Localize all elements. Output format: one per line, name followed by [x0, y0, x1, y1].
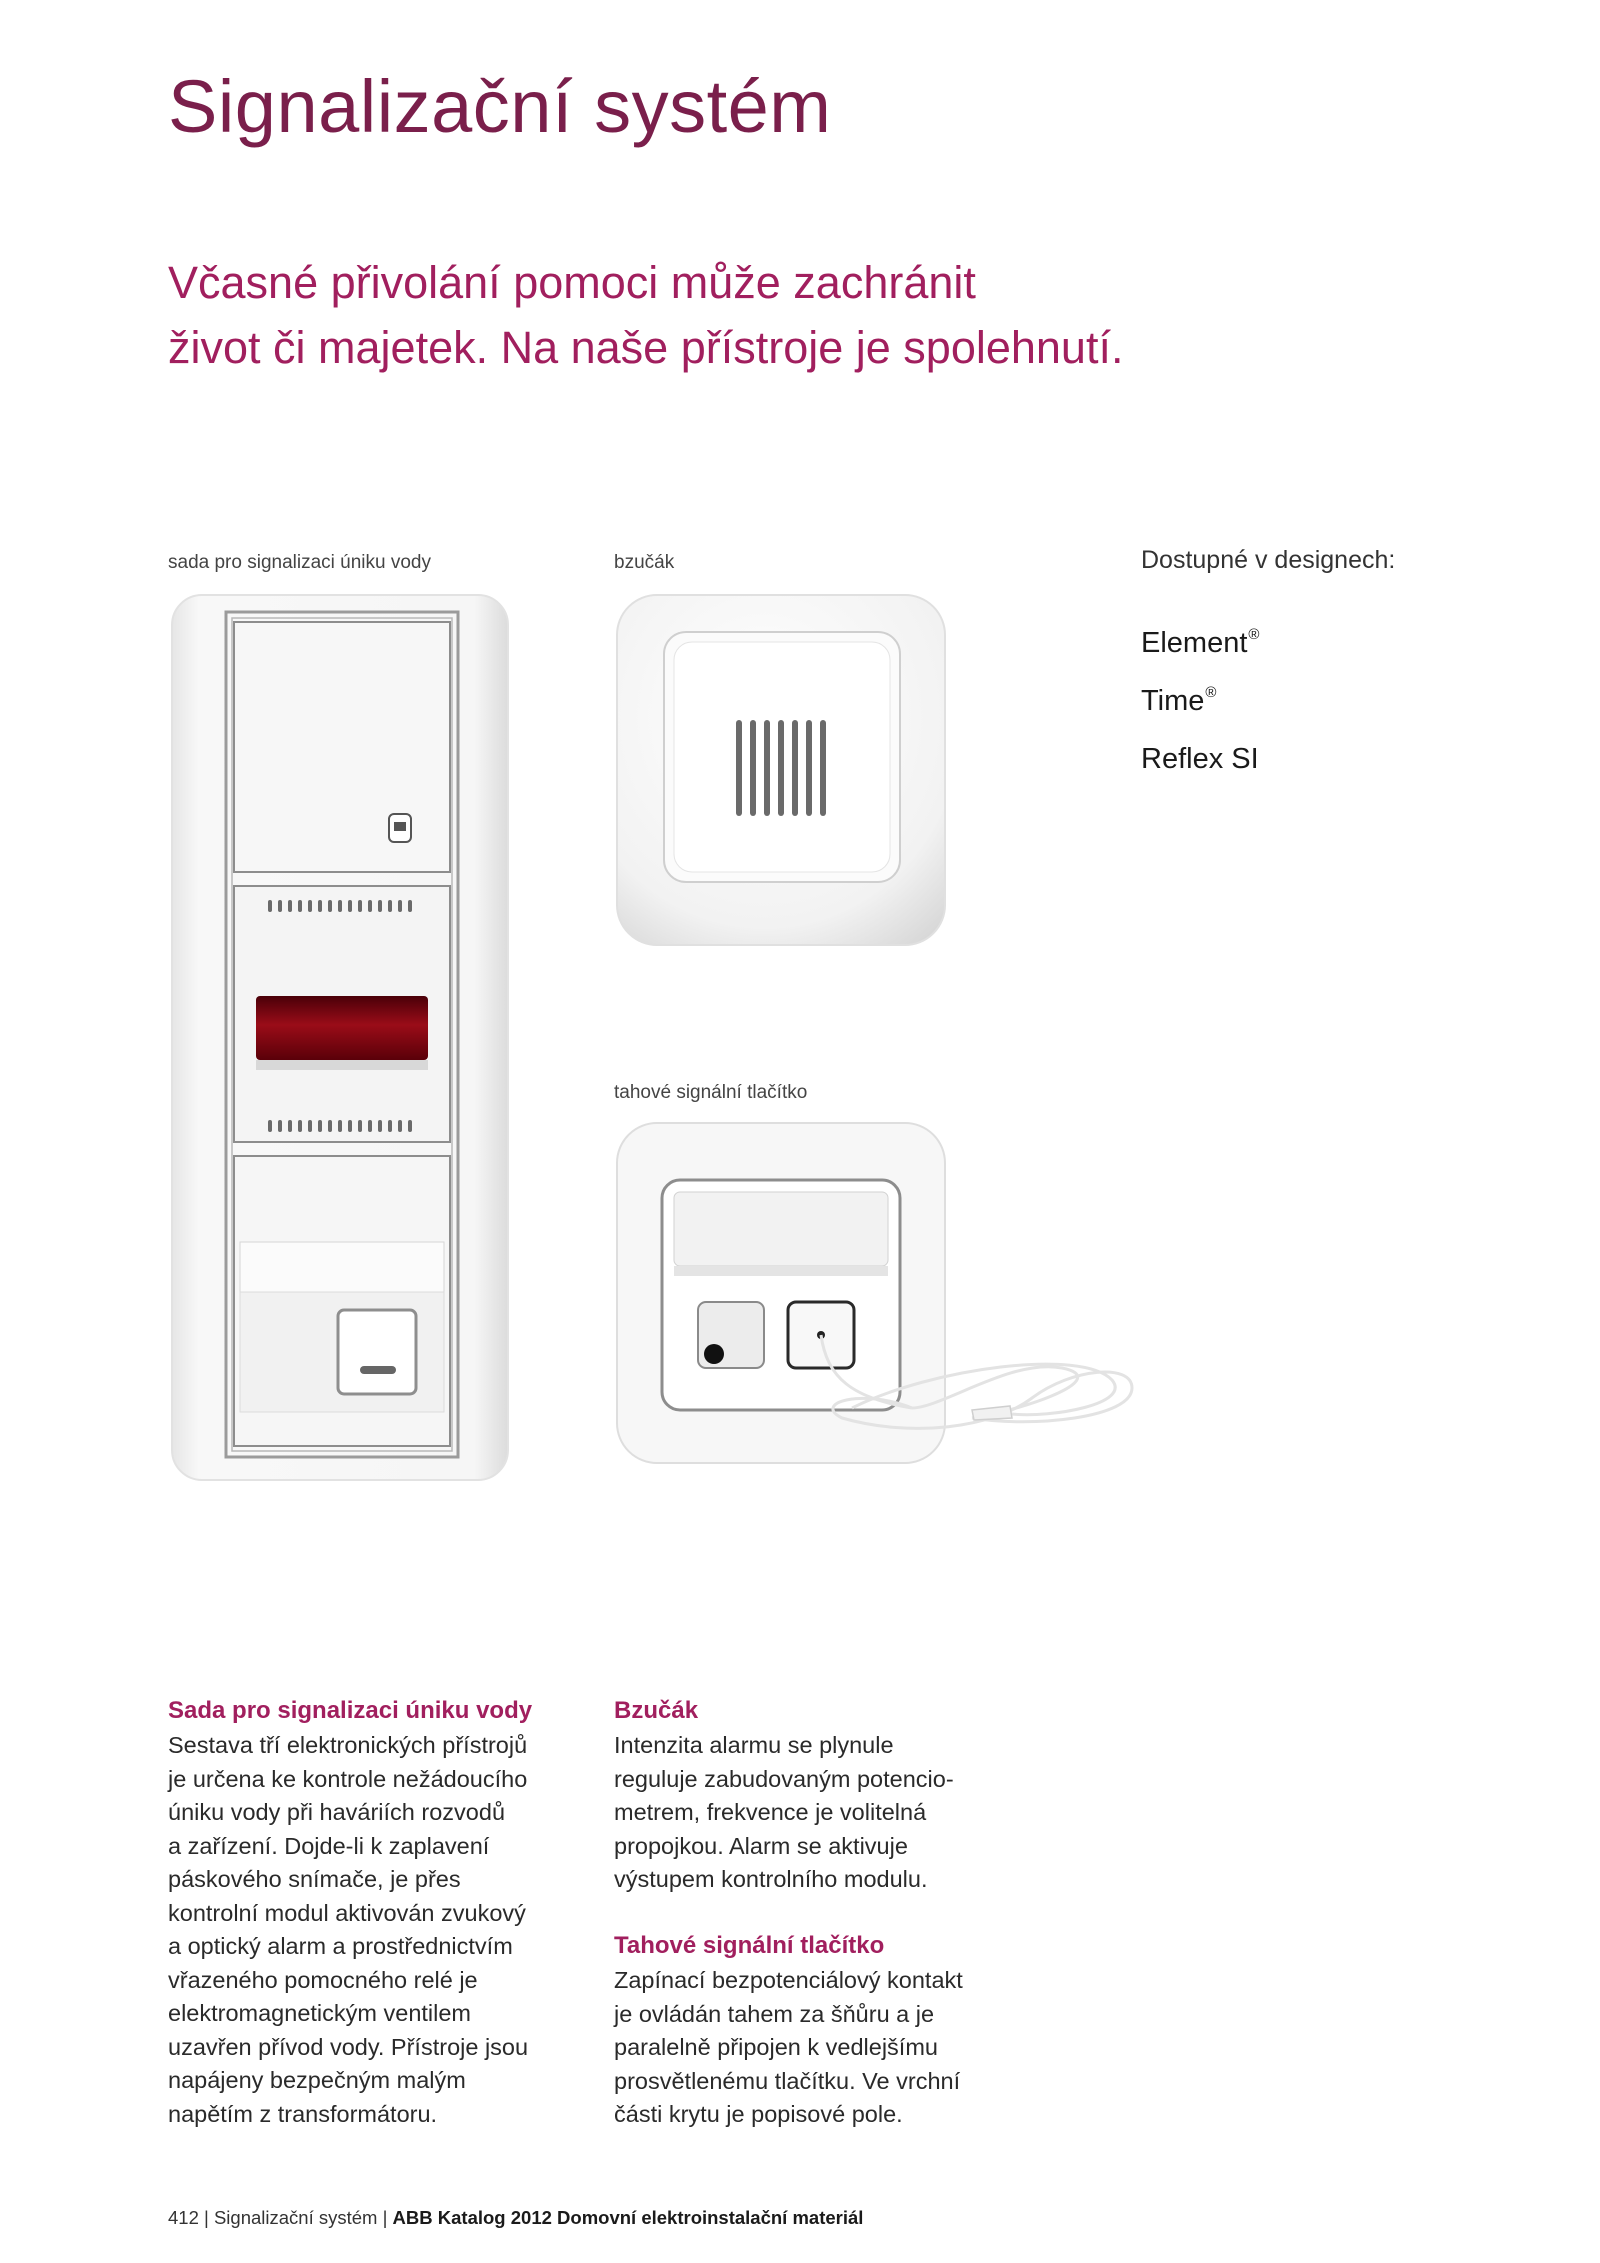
- design-name: Time: [1141, 685, 1205, 717]
- body-line: propojkou. Alarm se aktivuje: [614, 1832, 908, 1859]
- body-line: a optický alarm a prostřednictvím: [168, 1933, 513, 1959]
- slot: [806, 720, 812, 816]
- buzzer-image: [612, 590, 952, 960]
- slot: [736, 720, 742, 816]
- page-number: 412: [168, 2207, 199, 2228]
- slot: [378, 1120, 382, 1132]
- slot: [778, 720, 784, 816]
- body-line: uzavřen přívod vody. Přístroje jsou: [168, 2033, 529, 2060]
- slot: [288, 1120, 292, 1132]
- section-body-water-leak: [168, 1729, 528, 2131]
- slot: [348, 900, 352, 912]
- body-line: výstupem kontrolního modulu.: [614, 1866, 928, 1892]
- footer-separator: |: [204, 2207, 209, 2228]
- vent-slots: [268, 900, 412, 912]
- registered-mark: ®: [1205, 684, 1217, 701]
- body-line: napájeny bezpečným malým: [168, 2067, 466, 2093]
- body-line: Zapínací bezpotenciálový kontakt: [614, 1967, 963, 1993]
- body-line: napětím z transformátoru.: [168, 2100, 438, 2127]
- body-line: Sestava tří elektronických přístrojů: [168, 1732, 528, 1758]
- red-indicator-lens: [256, 996, 428, 1060]
- slot: [368, 900, 372, 912]
- slot: [338, 900, 342, 912]
- caption-water-leak-set: sada pro signalizaci úniku vody: [168, 552, 431, 573]
- caption-pull-button: tahové signální tlačítko: [614, 1082, 808, 1103]
- slot: [408, 1120, 412, 1132]
- slot: [308, 1120, 312, 1132]
- designs-heading: Dostupné v designech:: [1141, 546, 1396, 574]
- slot: [764, 720, 770, 816]
- slot: [388, 1120, 392, 1132]
- slot: [358, 1120, 362, 1132]
- design-item: [1141, 610, 1260, 668]
- body-line: je určena ke kontrole nežádoucího: [168, 1765, 528, 1792]
- body-line: metrem, frekvence je volitelná: [614, 1799, 927, 1825]
- vent-slots: [268, 1120, 412, 1132]
- designs-list: [1141, 610, 1260, 784]
- cord-handle: [972, 1406, 1012, 1420]
- section-heading-pull-button: Tahové signální tlačítko: [614, 1932, 885, 1959]
- slot: [318, 900, 322, 912]
- slot: [792, 720, 798, 816]
- page-footer: [168, 2207, 863, 2229]
- slot: [408, 900, 412, 912]
- body-line: elektromagnetickým ventilem: [168, 2000, 471, 2026]
- slot: [820, 720, 826, 816]
- slot: [298, 900, 302, 912]
- slot: [750, 720, 756, 816]
- slot: [328, 1120, 332, 1132]
- slot: [308, 900, 312, 912]
- page-subtitle: [168, 250, 1123, 380]
- pull-cord-button-image: [612, 1118, 1252, 1528]
- slot: [378, 900, 382, 912]
- body-line: vřazeného pomocného relé je: [168, 1966, 478, 1993]
- footer-separator: |: [382, 2207, 388, 2228]
- body-line: paralelně připojen k vedlejšímu: [614, 2034, 938, 2060]
- slot: [298, 1120, 302, 1132]
- slot: [338, 1120, 342, 1132]
- slot: [328, 900, 332, 912]
- body-line: prosvětlenému tlačítku. Ve vrchní: [614, 2067, 961, 2094]
- section-body-buzzer: [614, 1729, 954, 1897]
- body-line: je ovládán tahem za šňůru a je: [614, 2000, 935, 2027]
- section-body-pull-button: [614, 1964, 963, 2132]
- water-leak-set-image: [160, 590, 520, 1490]
- slot: [398, 1120, 402, 1132]
- subtitle-line: život či majetek. Na naše přístroje je spolehnutí.: [168, 322, 1124, 373]
- body-line: a zařízení. Dojde-li k zaplavení: [168, 1832, 490, 1859]
- body-line: Intenzita alarmu se plynule: [614, 1732, 894, 1758]
- body-line: kontrolní modul aktivován zvukový: [168, 1899, 526, 1926]
- body-line: páskového snímače, je přes: [168, 1866, 461, 1892]
- slot: [358, 900, 362, 912]
- section-heading-buzzer: Bzučák: [614, 1697, 699, 1724]
- design-item: [1141, 726, 1260, 784]
- design-item: [1141, 668, 1260, 726]
- section-heading-water-leak: Sada pro signalizaci úniku vody: [168, 1697, 533, 1724]
- registered-mark: ®: [1248, 626, 1260, 643]
- footer-section: Signalizační systém: [213, 2207, 378, 2228]
- push-button: [338, 1310, 416, 1394]
- phone-icon: [389, 814, 411, 842]
- slot: [268, 900, 272, 912]
- body-line: úniku vody při haváriích rozvodů: [168, 1799, 506, 1825]
- slot: [278, 1120, 282, 1132]
- footer-catalog: ABB Katalog 2012 Domovní elektroinstalační materiál: [392, 2207, 864, 2228]
- slot: [288, 900, 292, 912]
- design-name: Element: [1141, 627, 1248, 659]
- slot: [398, 900, 402, 912]
- design-name: Reflex SI: [1141, 743, 1259, 775]
- slot: [368, 1120, 372, 1132]
- slot: [348, 1120, 352, 1132]
- caption-buzzer: bzučák: [614, 552, 675, 573]
- slot: [388, 900, 392, 912]
- body-line: reguluje zabudovaným potencio-: [614, 1765, 954, 1792]
- slot: [318, 1120, 322, 1132]
- page-title: Signalizační systém: [168, 65, 832, 148]
- slot: [278, 900, 282, 912]
- slot: [268, 1120, 272, 1132]
- body-line: části krytu je popisové pole.: [614, 2101, 903, 2127]
- subtitle-line: Včasné přivolání pomoci může zachránit: [168, 257, 976, 308]
